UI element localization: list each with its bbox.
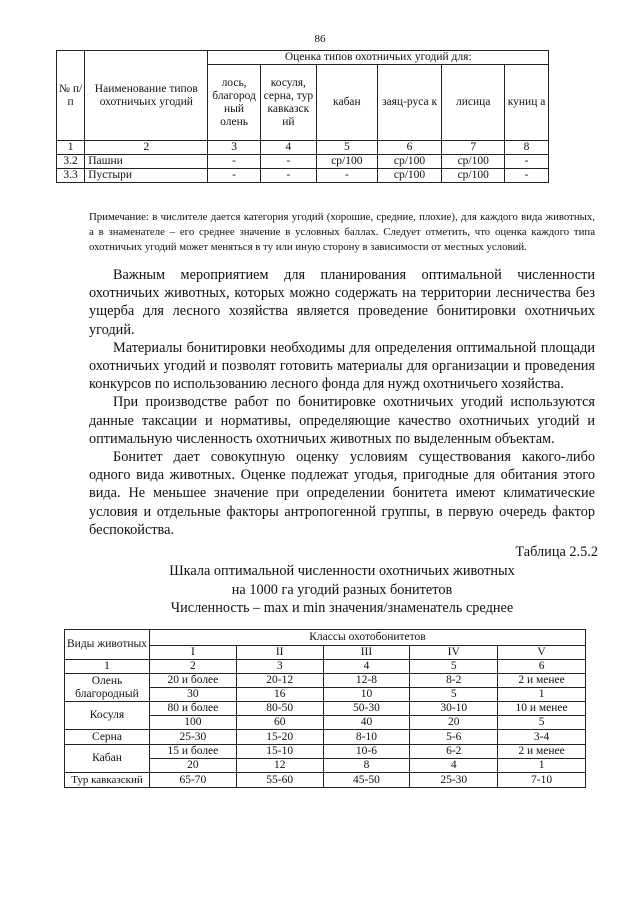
cell-max: 2 и менее bbox=[498, 745, 586, 759]
cell: 3.2 bbox=[57, 155, 85, 169]
cell-max: 80 и более bbox=[149, 702, 236, 716]
cell-max: 10-6 bbox=[323, 745, 410, 759]
cell-max: 15 и более bbox=[149, 745, 236, 759]
cell: ср/100 bbox=[317, 155, 378, 169]
col-number: 6 bbox=[498, 660, 586, 674]
cell-max: 80-50 bbox=[236, 702, 323, 716]
col-number: 5 bbox=[317, 141, 378, 155]
table-row bbox=[65, 702, 586, 716]
hunting-grounds-assessment-table bbox=[56, 50, 549, 183]
col-number: 2 bbox=[85, 141, 208, 155]
species-header: лось, благород ный олень bbox=[208, 65, 260, 141]
cell: - bbox=[505, 169, 549, 183]
species-name: Косуля bbox=[65, 702, 150, 730]
class-header: III bbox=[323, 646, 410, 660]
species-header: заяц-руса к bbox=[377, 65, 442, 141]
cell-max: 5-6 bbox=[410, 730, 498, 745]
col-number: 3 bbox=[236, 660, 323, 674]
cell: ср/100 bbox=[377, 155, 442, 169]
cell: - bbox=[260, 155, 316, 169]
species-name: Кабан bbox=[65, 745, 150, 773]
cell-max: 30-10 bbox=[410, 702, 498, 716]
table-row bbox=[65, 745, 586, 759]
table-row bbox=[65, 730, 586, 745]
cell-max: 8-10 bbox=[323, 730, 410, 745]
col-number: 4 bbox=[323, 660, 410, 674]
cell-avg: 30 bbox=[149, 688, 236, 702]
cell-avg: 4 bbox=[410, 759, 498, 773]
cell-max: 25-30 bbox=[149, 730, 236, 745]
cell: ср/100 bbox=[377, 169, 442, 183]
col-number: 2 bbox=[149, 660, 236, 674]
class-header: II bbox=[236, 646, 323, 660]
cell-avg: 100 bbox=[149, 716, 236, 730]
species-header: кабан bbox=[317, 65, 378, 141]
table-caption bbox=[89, 562, 595, 618]
table-row bbox=[57, 169, 549, 183]
table-row bbox=[65, 773, 586, 788]
cell: - bbox=[260, 169, 316, 183]
table-row bbox=[57, 155, 549, 169]
cell-max: 25-30 bbox=[410, 773, 498, 788]
class-header: IV bbox=[410, 646, 498, 660]
cell-avg: 8 bbox=[323, 759, 410, 773]
table-row bbox=[65, 674, 586, 688]
cell-avg: 40 bbox=[323, 716, 410, 730]
cell-max: 2 и менее bbox=[498, 674, 586, 688]
cell: - bbox=[208, 155, 260, 169]
cell-max: 15-10 bbox=[236, 745, 323, 759]
col-header-name: Наименование типов охотничьих угодий bbox=[85, 51, 208, 141]
cell: - bbox=[208, 169, 260, 183]
caption-line: Численность – max и min значения/знаменатель среднее bbox=[170, 600, 514, 616]
cell-avg: 5 bbox=[498, 716, 586, 730]
cell-max: 55-60 bbox=[236, 773, 323, 788]
cell-avg: 12 bbox=[236, 759, 323, 773]
species-name: Тур кавказский bbox=[65, 773, 150, 788]
cell-avg: 10 bbox=[323, 688, 410, 702]
col-number: 8 bbox=[505, 141, 549, 155]
cell-max: 8-2 bbox=[410, 674, 498, 688]
species-header: лисица bbox=[442, 65, 505, 141]
col-header-species: Виды животных bbox=[65, 630, 150, 660]
cell-avg: 1 bbox=[498, 688, 586, 702]
col-number: 6 bbox=[377, 141, 442, 155]
col-number: 1 bbox=[57, 141, 85, 155]
col-number: 7 bbox=[442, 141, 505, 155]
paragraph: Бонитет дает совокупную оценку условиям существования какого-либо одного вида животных. Оценке подлежат угодья, пригодные для обитания этого вида. Не меньшее значение при определении бонитета имеют климатические условия и отдельные факторы антропогенной группы, в первую очередь фактор беспокойства. bbox=[89, 449, 595, 538]
col-number: 5 bbox=[410, 660, 498, 674]
cell-max: 3-4 bbox=[498, 730, 586, 745]
cell: 3.3 bbox=[57, 169, 85, 183]
cell-max: 45-50 bbox=[323, 773, 410, 788]
col-header-classes: Классы охотобонитетов bbox=[149, 630, 585, 646]
cell-avg: 20 bbox=[410, 716, 498, 730]
cell-avg: 5 bbox=[410, 688, 498, 702]
class-header: V bbox=[498, 646, 586, 660]
caption-line: Шкала оптимальной численности охотничьих животных bbox=[169, 563, 515, 579]
species-name: Олень благородный bbox=[65, 674, 150, 702]
cell-max: 10 и менее bbox=[498, 702, 586, 716]
cell: Пустыри bbox=[85, 169, 208, 183]
cell-max: 20 и более bbox=[149, 674, 236, 688]
cell: - bbox=[505, 155, 549, 169]
page-number: 86 bbox=[314, 33, 326, 45]
paragraph: Важным мероприятием для планирования оптимальной численности охотничьих животных, которых можно содержать на территории лесничества без ущерба для лесного хозяйства является проведение бонитировки охотничьих угодий. bbox=[89, 267, 595, 338]
cell-avg: 20 bbox=[149, 759, 236, 773]
cell: - bbox=[317, 169, 378, 183]
table-label: Таблица 2.5.2 bbox=[515, 544, 598, 560]
col-header-number: № п/п bbox=[57, 51, 85, 141]
cell-max: 65-70 bbox=[149, 773, 236, 788]
cell-max: 6-2 bbox=[410, 745, 498, 759]
cell: ср/100 bbox=[442, 155, 505, 169]
cell-max: 20-12 bbox=[236, 674, 323, 688]
cell-avg: 1 bbox=[498, 759, 586, 773]
cell-avg: 60 bbox=[236, 716, 323, 730]
cell-max: 15-20 bbox=[236, 730, 323, 745]
species-name: Серна bbox=[65, 730, 150, 745]
col-number: 4 bbox=[260, 141, 316, 155]
col-number: 3 bbox=[208, 141, 260, 155]
cell-max: 7-10 bbox=[498, 773, 586, 788]
caption-line: на 1000 га угодий разных бонитетов bbox=[231, 581, 453, 598]
cell-avg: 16 bbox=[236, 688, 323, 702]
paragraph: Материалы бонитировки необходимы для определения оптимальной площади охотничьих угодий и позволят готовить материалы для организации и проведения конкурсов по использованию лесного фонда для нужд охотничьего хозяйства. bbox=[89, 339, 595, 393]
cell-max: 50-30 bbox=[323, 702, 410, 716]
paragraph: При производстве работ по бонитировке охотничьих угодий используются данные таксации и нормативы, определяющие качество охотничьих угодий и оптимальную численность охотничьих животных по выделенным объектам. bbox=[89, 394, 595, 447]
table-note: Примечание: в числителе дается категория угодий (хорошие, средние, плохие), для каждого вида животных, а в знаменателе – его среднее значение в условных баллах. Следует отметить, что оценка каждого типа охотничьих угодий может меняться в ту или иную сторону в зависимости от местных условий. bbox=[89, 211, 595, 253]
cell: ср/100 bbox=[442, 169, 505, 183]
cell: Пашни bbox=[85, 155, 208, 169]
species-header: куниц а bbox=[505, 65, 549, 141]
class-header: I bbox=[149, 646, 236, 660]
species-header: косуля, серна, тур кавказск ий bbox=[260, 65, 316, 141]
cell-max: 12-8 bbox=[323, 674, 410, 688]
body-text bbox=[89, 266, 595, 539]
group-header: Оценка типов охотничьих угодий для: bbox=[208, 51, 549, 65]
optimal-population-table bbox=[64, 629, 586, 788]
col-number: 1 bbox=[65, 660, 150, 674]
